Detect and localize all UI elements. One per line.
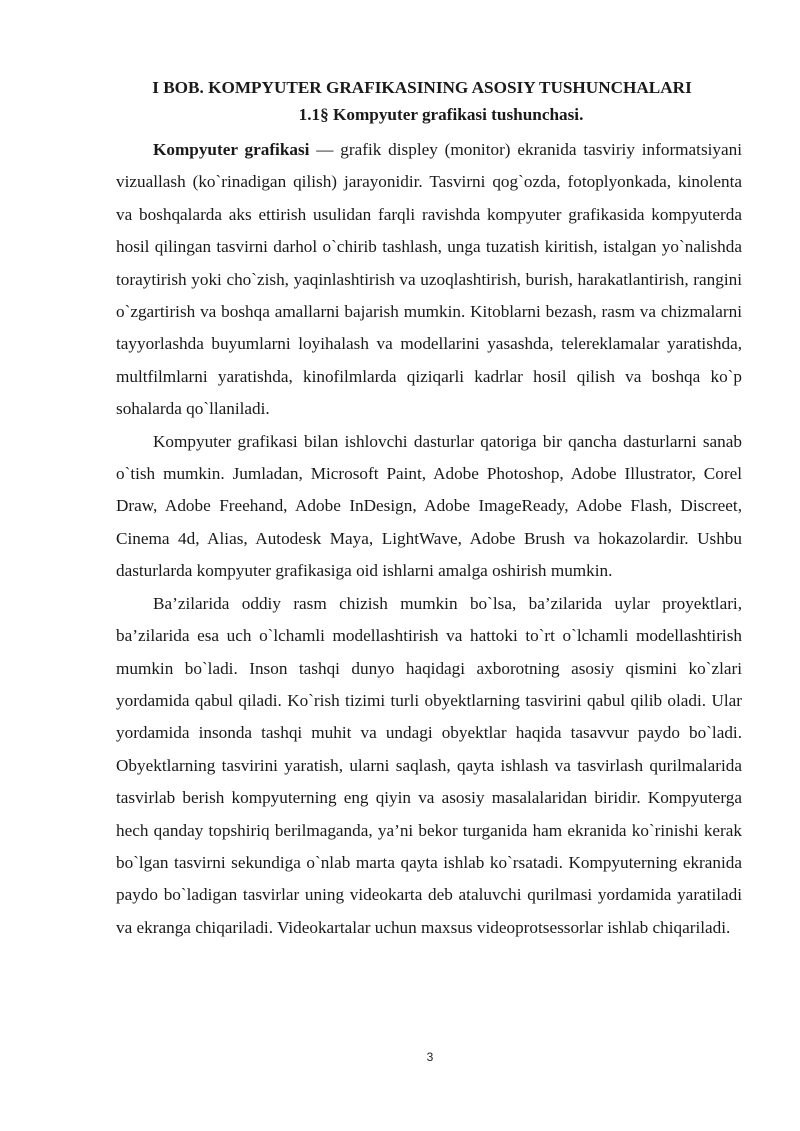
page-number: 3 [426,1050,434,1064]
paragraph-definition [116,134,742,426]
chapter-title: I BOB. KOMPYUTER GRAFIKASINING ASOSIY TUSHUNCHALARI [152,78,692,97]
defined-term: Kompyuter grafikasi [153,140,310,159]
paragraph-text: Kompyuter grafikasi bilan ishlovchi dasturlar qatoriga bir qancha dasturlarni sanab o`tish mumkin. Jumladan, Microsoft Paint, Adobe Photoshop, Adobe Illustrator, Corel Draw, Adobe Freehand, Adobe InDesign, Adobe ImageReady, Adobe Flash, Discreet, Cinema 4d, Alias, Autodesk Maya, LightWave, Adobe Brush va hokazolardir. Ushbu dasturlarda kompyuter grafikasiga oid ishlarni amalga oshirish mumkin. [116,431,742,581]
document-page [116,74,742,944]
section-title: 1.1§ Kompyuter grafikasi tushunchasi. [298,105,584,124]
paragraph-software-list [116,426,742,588]
paragraph-text: — grafik displey (monitor) ekranida tasviriy informatsiyani vizuallash (ko`rinadigan qilish) jarayonidir. Tasvirni qog`ozda, fotoplyonkada, kinolenta va boshqalarda aks ettirish usulidan farqli ravishda kompyuter grafikasida kompyuterda hosil qilingan tasvirni darhol o`chirib tashlash, unga tuzatish kiritish, istalgan yo`nalishda toraytirish yoki cho`zish, yaqinlashtirish va uzoqlashtirish, burish, harakatlantirish, rangini o`zgartirish va boshqa amallarni bajarish mumkin. Kitoblarni bezash, rasm va chizmalarni tayyorlashda buyumlarni loyihalash va modellarini yasashda, telereklamalar yaratishda, multfilmlarni yaratishda, kinofilmlarda qiziqarli kadrlar hosil qilish va boshqa ko`p sohalarda qo`llaniladi. [116,140,742,419]
paragraph-text: Ba’zilarida oddiy rasm chizish mumkin bo`lsa, ba’zilarida uylar proyektlari, ba’zilarida esa uch o`lchamli modellashtirish va hattoki to`rt o`lchamli modellashtirish mumkin bo`ladi. Inson tashqi dunyo haqidagi axborotning asosiy qismini ko`zlari yordamida qabul qiladi. Ko`rish tizimi turli obyektlarning tasvirini qabul qilib oladi. Ular yordamida insonda tashqi muhit va undagi obyektlar haqida tasavvur paydo bo`ladi. Obyektlarning tasvirini yaratish, ularni saqlash, qayta ishlash va tasvirlash qurilmalarida tasvirlab berish kompyuterning eng qiyin va asosiy masalalaridan biridir. Kompyuterga hech qanday topshiriq berilmaganda, ya’ni bekor turganida ham ekranida ko`rinishi kerak bo`lgan tasvirni sekundiga o`nlab marta qayta ishlab ko`rsatadi. Kompyuterning ekranida paydo bo`ladigan tasvirlar uning videokarta deb ataluvchi qurilmasi yordamida yaratiladi va ekranga chiqariladi. Videokartalar uchun maxsus videoprotsessorlar ishlab chiqariladi. [116,593,742,937]
paragraph-modelling [116,588,742,944]
